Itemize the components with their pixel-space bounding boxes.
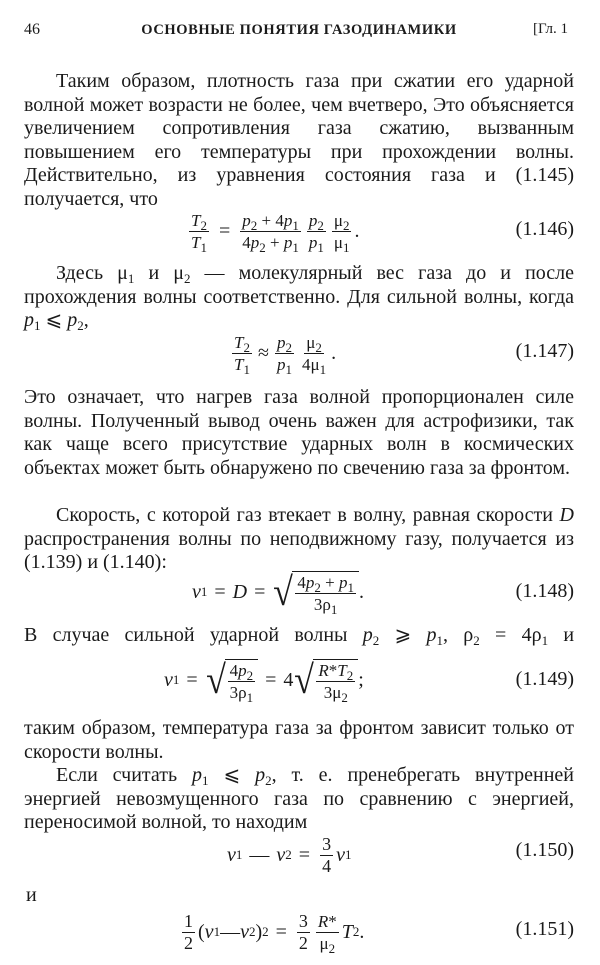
page-header (24, 21, 574, 43)
paragraph-5: В случае сильной ударной волны $p_2$ ⩾ $p_1$, $\rho_2 = 4\rho_1$ и (24, 624, 575, 648)
paragraph-1: Таким образом, плотность газа при сжатии его ударной волной может возрасти не более, чем вчетверо, Это объясняется увеличением сопротивления газа сжатию, вызванным повышением его температуры при прохождении волны. Действительно, из уравнения состояния газа и (1.145) получается, что (24, 70, 574, 210)
equation-number: (1.151) (515, 918, 574, 940)
equation-number: (1.146) (515, 218, 574, 240)
running-title: ОСНОВНЫЕ ПОНЯТИЯ ГАЗОДИНАМИКИ (141, 22, 457, 38)
equation-body: v 1 — v 2 = $\frac{3}{4}$ v 1 (227, 833, 352, 876)
equation-number: (1.150) (515, 839, 574, 861)
equation-body: $\frac{T_2}{T_1}$ ≈ $\frac{p_2}{p_1}$ $\frac{\mu_2}{4\mu_1}$ . (234, 332, 337, 377)
paragraph-3: Это означает, что нагрев газа волной пропорционален силе волны. Полученный вывод очень важен для астрофизики, так как чаще всего присутствие ударных волн в космических объектах может быть обнаружено по свечению газа за фронтом. (24, 386, 574, 479)
paragraph-2: Здесь $\mu_1$ и $\mu_2$ — молекулярный вес газа до и после прохождения волны соответственно. Для сильной волны, когда $p_1$ ⩽ $p_2$, (24, 262, 575, 333)
equation-1-151 (24, 905, 574, 959)
equation-1-146 (24, 206, 574, 256)
equation-body: $\frac{1}{2}$ ( v 1 — v 2 ) 2 = $\frac{3}{2}$ $\frac{R*}{\mu_2}$ T 2 . (184, 910, 365, 956)
paragraph-6: таким образом, температура газа за фронтом зависит только от скорости волны. (24, 717, 574, 763)
equation-body: $\frac{T_2}{T_1}$ = $\frac{p_2 + 4p_1}{4p_2 + p_1}$ $\frac{p_2}{p_1}$ $\frac{\mu_2}{\mu_1}$ . (191, 210, 360, 255)
page-number: 46 (24, 21, 40, 38)
equation-1-150 (24, 830, 574, 880)
paragraph-7: Если считать $p_1$ ⩽ $p_2$, т. е. пренебрегать внутренней энергией невозмущенного газа по сравнению с энергией, переносимой волной, то находим (24, 764, 574, 833)
equation-1-149 (24, 652, 574, 708)
equation-body: v 1 = √ $\frac{4p_2}{3\rho_1}$ = 4 √ $\frac{R*T_2}{3\mu_2}$ ; (164, 657, 364, 705)
paragraph-4: Скорость, с которой газ втекает в волну, равная скорости D распространения волны по неподвижному газу, получается из (1.139) и (1.140): (24, 504, 574, 573)
equation-number: (1.149) (515, 668, 574, 690)
paragraph-8: и (26, 884, 37, 906)
equation-1-148 (24, 566, 574, 618)
sqrt-sign: √ $\frac{4p_2 + p_1}{3\rho_1}$ (272, 571, 359, 614)
equation-body: v 1 = D = √ $\frac{4p_2 + p_1}{3\rho_1}$ . (192, 569, 364, 617)
equation-number: (1.147) (515, 340, 574, 362)
equation-1-147 (24, 328, 574, 378)
chapter-label: [Гл. 1 (532, 21, 568, 37)
equation-number: (1.148) (515, 580, 574, 602)
